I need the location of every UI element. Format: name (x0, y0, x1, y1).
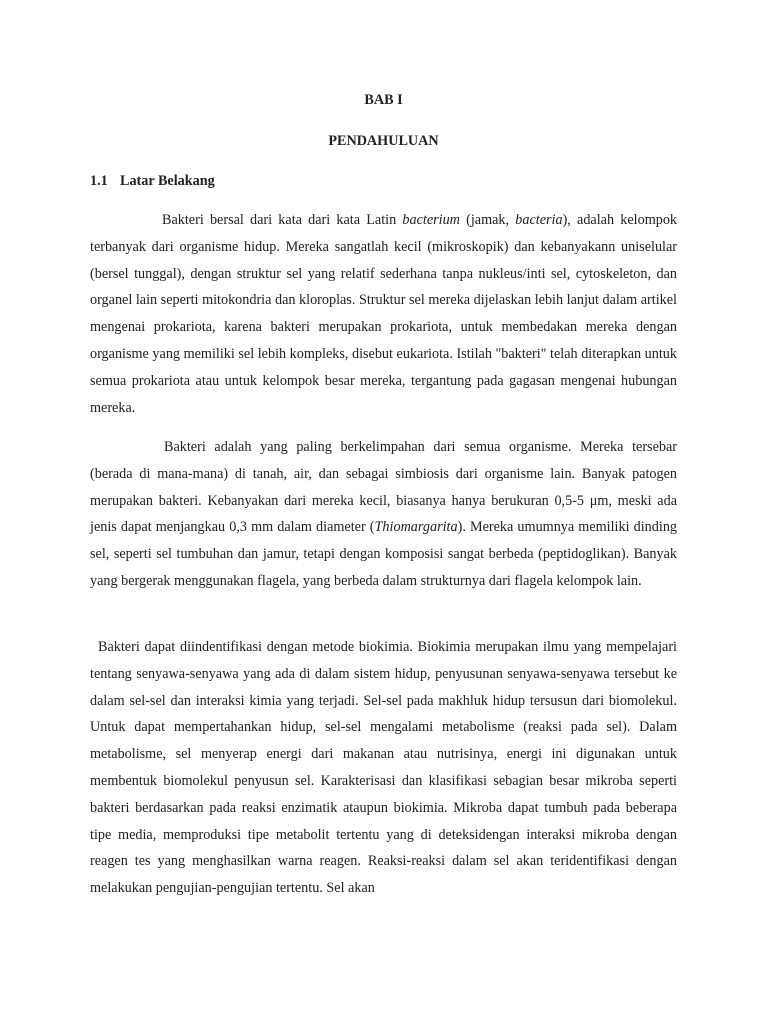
paragraph-2-part-1: Bakteri adalah yang paling berkelimpahan dari semua organisme. Mereka tersebar (berada di mana-mana) di tanah, air, dan sebagai simbiosis dari organisme lain. Banyak patogen merupakan bakteri. Kebanyakan dari mereka kecil, biasanya hanya berukuran 0,5-5 μm, meski ada jenis dapat menjangkau 0,3 mm dalam diameter ( (90, 439, 677, 536)
section-number: 1.1 (90, 173, 108, 189)
section-heading (90, 173, 215, 190)
paragraph-1-part-1: Bakteri bersal dari kata dari kata Latin (162, 212, 403, 228)
paragraph-2-italic-1: Thiomargarita (374, 519, 458, 536)
paragraph-2 (90, 434, 677, 595)
paragraph-3: Bakteri dapat diindentifikasi dengan metode biokimia. Biokimia merupakan ilmu yang mempelajari tentang senyawa-senyawa yang ada di dalam sistem hidup, penyusunan senyawa-senyawa tersebut ke dalam sel-sel dan interaksi kimia yang terjadi. Sel-sel pada makhluk hidup tersusun dari biomolekul. Untuk dapat mempertahankan hidup, sel-sel mengalami metabolisme (reaksi pada sel). Dalam metabolisme, sel menyerap energi dari makanan atau nutrisinya, energi ini digunakan untuk membentuk biomolekul penyusun sel. Karakterisasi dan klasifikasi sebagian besar mikroba seperti bakteri berdasarkan pada reaksi enzimatik ataupun biokimia. Mikroba dapat tumbuh pada beberapa tipe media, memproduksi tipe metabolit tertentu yang di deteksidengan interaksi mikroba dengan reagen tes yang menghasilkan warna reagen. Reaksi-reaksi dalam sel akan teridentifikasi dengan melakukan pengujian-pengujian tertentu. Sel akan (90, 639, 677, 897)
chapter-title: PENDAHULUAN (328, 133, 439, 149)
section-title: Latar Belakang (120, 173, 215, 189)
paragraph-1-italic-2: bacteria (515, 212, 563, 228)
chapter-heading: BAB I (364, 92, 403, 108)
paragraph-1-part-3: ), adalah kelompok terbanyak dari organisme hidup. Mereka sangatlah kecil (mikroskopik) dan kebanyakann uniselular (bersel tunggal), dengan struktur sel yang relatif sederhana tanpa nukleus/inti sel, cytoskeleton, dan organel lain seperti mitokondria dan kloroplas. Struktur sel mereka dijelaskan lebih lanjut dalam artikel mengenai prokariota, karena bakteri merupakan prokariota, untuk membedakan mereka dengan organisme yang memiliki sel lebih kompleks, disebut eukariota. Istilah "bakteri" telah diterapkan untuk semua prokariota atau untuk kelompok besar mereka, tergantung pada gagasan mengenai hubungan mereka. (90, 212, 678, 416)
paragraph-2-part-2: ). Mereka umumnya memiliki dinding sel, seperti sel tumbuhan dan jamur, tetapi dengan komposisi sangat berbeda (peptidoglikan). Banyak yang bergerak menggunakan flagela, yang berbeda dalam strukturnya dari flagela kelompok lain. (90, 519, 678, 589)
paragraph-1 (90, 207, 677, 421)
paragraph-1-italic-1: bacterium (402, 212, 460, 228)
paragraph-1-part-2: (jamak, (459, 212, 516, 228)
